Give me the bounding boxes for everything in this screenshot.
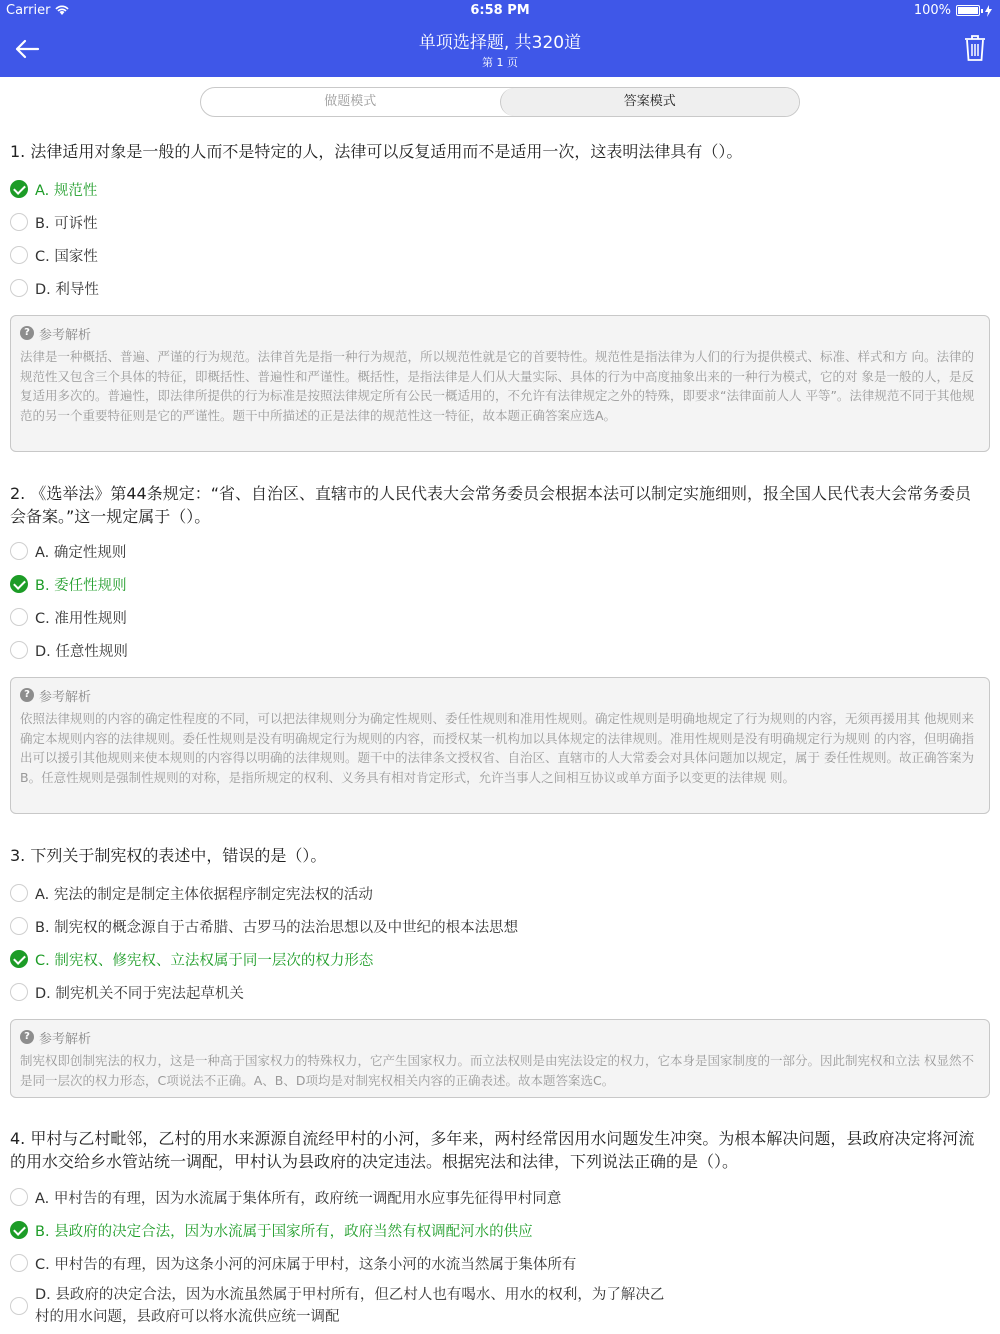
battery-icon: [956, 5, 980, 16]
battery-percent: 100%: [913, 3, 951, 18]
radio-circle-icon: [10, 213, 28, 231]
question-text: 1. 法律适用对象是一般的人而不是特定的人，法律可以反复适用而不是适用一次，这表明法律具有（）。: [10, 142, 743, 161]
option-c[interactable]: [10, 948, 373, 970]
question-mark-icon: ?: [20, 1030, 34, 1044]
status-bar: [0, 0, 1000, 22]
explanation-header: [20, 323, 980, 343]
option-label: D. 任意性规则: [35, 643, 128, 660]
explanation-text: 依照法律规则的内容的确定性程度的不同，可以把法律规则分为确定性规则、委任性规则和准用性规则。确定性规则是明确地规定了行为规则的内容，无须再援用其 他规则来确定本规则内容的法律规则。委任性规则是没有明确规定行为规则的内容，而授权某一机构加以具体规定的法律规则。准用性规则是没有明确规定行为规则 的内容，但明确指出可以援引其他规则来使本规则的内容得以明确的法律规则。题干中的法律条文授权省、自治区、直辖市的人大常委会对具体问题加以规定，属于 委任性规则。故正确答案为B。任意性规则是强制性规则的对称，是指所规定的权利、义务具有相对肯定形式，允许当事人之间相互协议或单方面予以变更的法律规 则。: [20, 711, 974, 785]
radio-circle-icon: [10, 1188, 28, 1206]
option-b[interactable]: [10, 915, 518, 937]
explanation-box: [10, 1019, 990, 1098]
option-label: A. 甲村告的有理，因为水流属于集体所有，政府统一调配用水应事先征得甲村同意: [35, 1190, 562, 1207]
trash-icon[interactable]: [964, 34, 986, 62]
option-label: D. 县政府的决定合法，因为水流虽然属于甲村所有，但乙村人也有喝水、用水的权利，为了解决乙村的用水问题，县政府可以将水流供应统一调配: [35, 1287, 665, 1325]
explanation-box: [10, 677, 990, 814]
radio-circle-icon: [10, 1254, 28, 1272]
radio-circle-icon: [10, 641, 28, 659]
radio-circle-icon: [10, 542, 28, 560]
explanation-text: 法律是一种概括、普遍、严谨的行为规范。法律首先是指一种行为规范，所以规范性就是它的首要特性。规范性是指法律为人们的行为提供模式、标准、样式和方 向。法律的规范性又包含三个具体的特征，即概括性、普遍性和严谨性。概括性，是指法律是人们从大量实际、具体的行为中高度抽象出来的一种行为模式，它的对 象是一般的人，是反复适用多次的。普遍性，即法律所提供的行为标准是按照法律规定所有公民一概适用的，不允许有法律规定之外的特殊，即要求“法律面前人人 平等”。法律规范不同于其他规范的另一个重要特征则是它的严谨性。题干中所描述的正是法律的规范性这一特征，故本题正确答案应选A。: [20, 349, 975, 423]
explanation-box: [10, 315, 990, 452]
question-text: 4. 甲村与乙村毗邻，乙村的用水来源源自流经甲村的小河，多年来，两村经常因用水问题发生冲突。为根本解决问题，县政府决定将河流的用水交给乡水管站统一调配，甲村认为县政府的决定违法。根据宪法和法律，下列说法正确的是（）。: [10, 1129, 975, 1171]
option-c[interactable]: [10, 244, 98, 266]
option-label: B. 制宪权的概念源自于古希腊、古罗马的法治思想以及中世纪的根本法思想: [35, 919, 519, 936]
check-circle-icon: [10, 180, 28, 198]
option-a[interactable]: [10, 882, 373, 904]
check-circle-icon: [10, 575, 28, 593]
option-label: B. 县政府的决定合法，因为水流属于国家所有，政府当然有权调配河水的供应: [35, 1223, 533, 1240]
option-d[interactable]: [10, 639, 128, 661]
carrier-label: Carrier: [6, 3, 51, 18]
option-d[interactable]: [10, 277, 99, 299]
option-label: A. 宪法的制定是制定主体依据程序制定宪法权的活动: [35, 886, 373, 903]
page-number: 第 1 页: [482, 56, 518, 69]
option-label: C. 制宪权、修宪权、立法权属于同一层次的权力形态: [35, 952, 374, 969]
radio-circle-icon: [10, 1297, 28, 1315]
radio-circle-icon: [10, 279, 28, 297]
question-mark-icon: ?: [20, 688, 34, 702]
question-mark-icon: ?: [20, 326, 34, 340]
option-b[interactable]: [10, 1219, 533, 1241]
check-circle-icon: [10, 1221, 28, 1239]
battery-group: [914, 3, 992, 18]
option-c[interactable]: [10, 1252, 576, 1274]
tab-practice-mode[interactable]: 做题模式: [324, 94, 377, 109]
option-c[interactable]: [10, 606, 127, 628]
option-a[interactable]: [10, 540, 126, 562]
option-b[interactable]: [10, 211, 98, 233]
nav-bar: [0, 22, 1000, 77]
status-time: 6:58 PM: [470, 3, 530, 18]
option-a[interactable]: [10, 1186, 561, 1208]
option-label: B. 可诉性: [35, 215, 98, 232]
explanation-label: 参考解析: [39, 1031, 92, 1047]
explanation-label: 参考解析: [39, 689, 92, 705]
question-text: 2. 《选举法》第44条规定：“省、自治区、直辖市的人民代表大会常务委员会根据本法可以制定实施细则，报全国人民代表大会常务委员会备案。”这一规定属于（）。: [10, 484, 972, 526]
tab-answer-mode[interactable]: 答案模式: [500, 88, 800, 116]
charging-icon: [985, 5, 992, 17]
question-text: 3. 下列关于制宪权的表述中，错误的是（）。: [10, 846, 327, 865]
radio-circle-icon: [10, 246, 28, 264]
option-label: C. 准用性规则: [35, 610, 127, 627]
option-label: B. 委任性规则: [35, 577, 127, 594]
radio-circle-icon: [10, 917, 28, 935]
option-d[interactable]: [10, 981, 244, 1003]
radio-circle-icon: [10, 983, 28, 1001]
option-label: D. 制宪机关不同于宪法起草机关: [35, 985, 244, 1002]
explanation-header: [20, 685, 980, 705]
explanation-header: [20, 1027, 980, 1047]
option-label: A. 规范性: [35, 182, 98, 199]
explanation-label: 参考解析: [39, 327, 92, 343]
mode-segmented-control: [200, 87, 800, 117]
option-a[interactable]: [10, 178, 97, 200]
page-title: 单项选择题, 共320道: [418, 33, 582, 53]
option-b[interactable]: [10, 573, 127, 595]
radio-circle-icon: [10, 608, 28, 626]
option-label: D. 利导性: [35, 281, 99, 298]
radio-circle-icon: [10, 884, 28, 902]
option-label: C. 甲村告的有理，因为这条小河的河床属于甲村，这条小河的水流当然属于集体所有: [35, 1256, 577, 1273]
explanation-text: 制宪权即创制宪法的权力，这是一种高于国家权力的特殊权力，它产生国家权力。而立法权则是由宪法设定的权力，它本身是国家制度的一部分。因此制宪权和立法 权显然不是同一层次的权力形态，C项说法不正确。A、B、D项均是对制宪权相关内容的正确表述。故本题答案选C。: [20, 1053, 974, 1088]
option-label: C. 国家性: [35, 248, 98, 265]
option-d[interactable]: [10, 1284, 670, 1328]
option-label: A. 确定性规则: [35, 544, 127, 561]
check-circle-icon: [10, 950, 28, 968]
